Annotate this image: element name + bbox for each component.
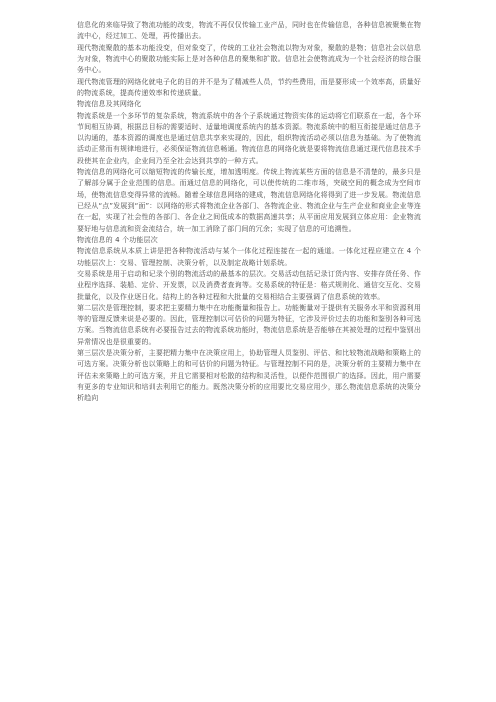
paragraph-network-goal: 现代物流管理的网络化就电子化的目的并不是为了精减些人员，节约些费用，而是要形成一个效率高，质量好的物流系统，提高传递效率和传递质量。 bbox=[77, 77, 421, 97]
section-heading-four-levels: 物流信息的 4 个功能层次 bbox=[77, 235, 158, 244]
paragraph-network-benefits: 物流信息的网络化可以缩短物流的传输长度，增加透明度。传统上物流某些方面的信息是不清楚的，最多只是了解部分属于企业范围的信息。而通过信息的网络化，可以使传统的二维市场，突破空间的概念成为空间市场，使物流信息变得异常的流畅。随着全球信息网络的建成，物流信息网络化将得到了进一步发展。物流信息已经从“点”发展到“面”：以网络的形式将物流企业各部门、各物流企业、物流企业与生产企业和商业企业等连在一起，实现了社会性的各部门、各企业之间低成本的数据高速共享；从平面应用发展到立体应用：企业物流要好地与信息流和资金流结合，统一加工消除了部门间的冗余；实现了信息的可追溯性。 bbox=[77, 168, 422, 233]
document-body bbox=[77, 20, 421, 405]
paragraph-integration-channel: 物流信息系统从本质上讲是把各种物流活动与某个一体化过程连接在一起的通道。一体化过程应建立在 4 个功能层次上：交易、管理控制、决策分析，以及制定战略计划系统。 bbox=[77, 247, 421, 267]
paragraph-info-flow: 信息化的来临导致了物流功能的改变，物流不再仅仅传输工业产品，同时也在传输信息，各种信息被聚集在物流中心，经过加工、处理，再传播出去。 bbox=[77, 21, 421, 41]
paragraph-management-control: 第二层次是管理控制，要求把主要精力集中在功能衡量和报告上。功能衡量对于提供有关服务水平和资源利用等的管理反馈来说是必要的。因此，管理控制以可估价的问题为特征，它涉及评价过去的功能和鉴别各种可选方案。当物流信息系统有必要报告过去的物流系统功能时，物流信息系统是否能够在其被处理的过程中鉴别出异常情况也是很重要的。 bbox=[77, 303, 421, 346]
paragraph-transaction-system: 交易系统是用于启动和记录个别的物流活动的最基本的层次。交易活动包括记录订货内容、安排存货任务、作业程序选择、装船、定价、开发票，以及消费者查询等。交易系统的特征是：格式规则化、通信交互化、交易批量化，以及作业逐日化。结构上的各种过程和大批量的交易相结合主要强调了信息系统的效率。 bbox=[77, 269, 421, 301]
paragraph-decision-analysis: 第三层次是决策分析，主要把精力集中在决策应用上，协助管理人员鉴别、评估、和比较物流战略和策略上的可选方案。决策分析也以策略上的和可估价的问题为特征。与管理控制不同的是，决策分析的主要精力集中在评估未来策略上的可选方案，并且它需要相对松散的结构和灵活性，以便作范围很广的选择。因此，用户需要有更多的专业知识和培训去利用它的能力。既然决策分析的应用要比交易应用少，那么物流信息系统的决策分析趋向 bbox=[77, 349, 421, 403]
paragraph-logistics-system: 物流系统是一个多环节的复杂系统，物流系统中的各个子系统通过物资实体的运动将它们联系在一起，各个环节间相互协调，根据总目标的需要适时、适量地调度系统内的基本资源。物流系统中的相互衔接是通过信息予以沟通的，基本资源的调度也是通过信息共享来实现的，因此，组织物流活动必须以信息为基础。为了使物流活动正常而有规律地进行，必须保证物流信息畅通。物流信息的网络化就是要将物流信息通过现代信息技术手段使其在企业内，企业间乃至全社会达到共享的一种方式。 bbox=[77, 111, 421, 165]
paragraph-distribution-function: 现代物流聚散的基本功能没变，但对象变了，传统的工业社会物流以物为对象，聚散的是物；信息社会以信息为对象，物流中心的聚散功能实际上是对各种信息的聚集和扩散。信息社会使物流成为一个社会经济的综合服务中心。 bbox=[77, 43, 421, 75]
section-heading-networking: 物流信息及其网络化 bbox=[77, 100, 142, 109]
